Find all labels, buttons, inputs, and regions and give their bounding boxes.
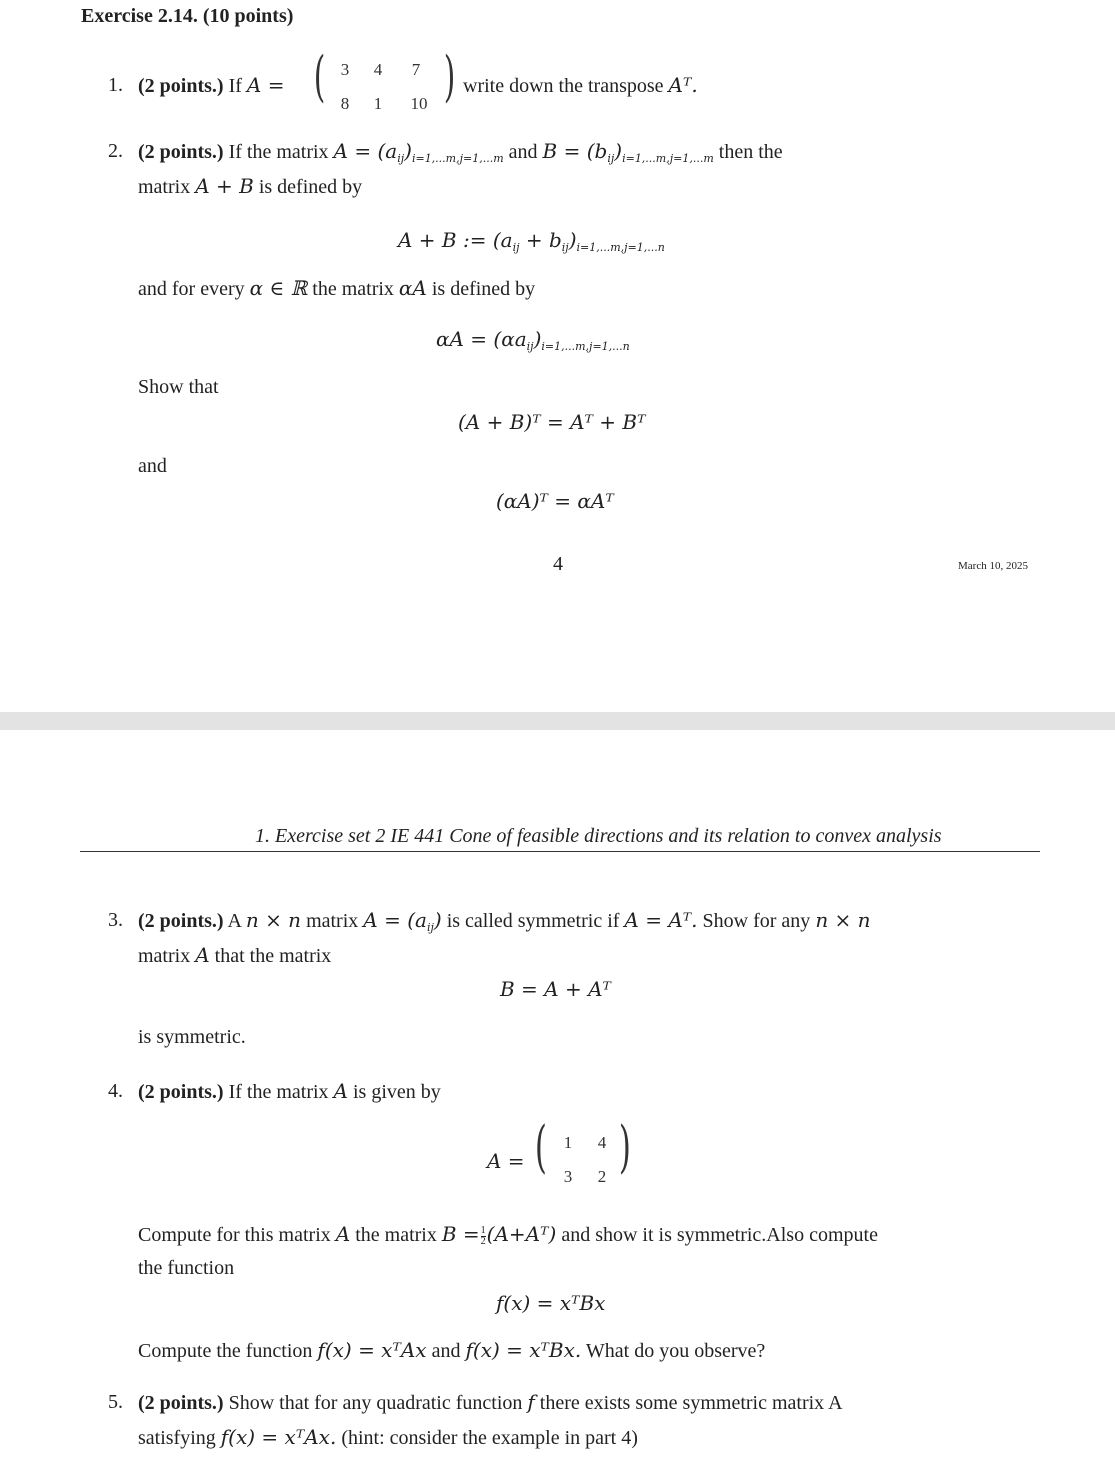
q1-matrix-cell: 8 — [340, 94, 350, 113]
page-date: March 10, 2025 — [958, 560, 1028, 572]
q2-line2: matrix A + B is defined by — [138, 174, 363, 198]
q2-equation-transpose-scalar: (αA)ᵀ = αAᵀ — [496, 489, 614, 513]
q2-equation-transpose-sum: (A + B)ᵀ = Aᵀ + Bᵀ — [458, 410, 646, 434]
q1-points: (2 points.) — [138, 75, 224, 97]
q1-matrix-cell: 3 — [340, 60, 350, 79]
q5-number: 5. — [108, 1391, 123, 1413]
q4-left-paren: ( — [534, 1115, 547, 1180]
q3-conclusion: is symmetric. — [138, 1026, 246, 1048]
q4-line4: Compute the function f(x) = xᵀAx and f(x) = xᵀBx. What do you observe? — [138, 1338, 766, 1362]
q2-equation-scalar: $\alpha A = (\alpha a_{ij})_{i=1,...m,j=1,...n}$ — [436, 327, 630, 353]
q4-matrix-cell: 2 — [597, 1167, 607, 1186]
q1-if: If — [228, 75, 242, 97]
q2-line1: (2 points.) If the matrix $A = (a_{ij})_{i=1,...m,j=1,...m}$ and $B = (b_{ij})_{i=1,...m,j=1,...m}$ then the — [138, 139, 783, 165]
q4-matrix-cell: 4 — [597, 1133, 607, 1152]
q4-line1: (2 points.) If the matrix A is given by — [138, 1079, 441, 1103]
q1-matrix — [330, 60, 440, 120]
q2-line3: and for every α ∈ ℝ the matrix αA is defined by — [138, 276, 536, 300]
q2-number: 2. — [108, 140, 123, 162]
q2-equation-sum: A + B := $(a_{ij} + b_{ij})_{i=1,...m,j=1,...n}$ — [398, 228, 665, 254]
q4-line2: Compute for this matrix A the matrix B = $\frac{1}{2}$ (A+Aᵀ) and show it is symmetric.Also compute — [138, 1222, 878, 1247]
q1-line — [138, 73, 284, 98]
q1-right-paren: ) — [443, 45, 456, 108]
q2-and: and — [138, 455, 167, 477]
q1-matrix-cell: 1 — [373, 94, 383, 113]
q1-left-paren: ( — [313, 45, 326, 108]
page-number: 4 — [553, 553, 563, 575]
q1-matrix-cell: 7 — [411, 60, 421, 79]
running-head: 1. Exercise set 2 IE 441 Cone of feasible directions and its relation to convex analysis — [255, 825, 942, 847]
q4-matrix-cell: 3 — [563, 1167, 573, 1186]
q3-line2: matrix A that the matrix — [138, 943, 332, 967]
q3-line1: (2 points.) A n × n matrix $A = (a_{ij})$ is called symmetric if A = Aᵀ. Show for any n × n — [138, 908, 871, 934]
q4-matrix — [552, 1133, 622, 1193]
q4-line3: the function — [138, 1257, 235, 1279]
exercise-heading: Exercise 2.14. (10 points) — [81, 5, 294, 27]
q4-equation: f(x) = xᵀBx — [496, 1291, 606, 1315]
q4-lhs: A = — [487, 1149, 525, 1173]
q4-right-paren: ) — [618, 1115, 631, 1180]
header-rule — [80, 851, 1040, 852]
q3-equation: B = A + Aᵀ — [500, 977, 611, 1001]
q3-number: 3. — [108, 909, 123, 931]
page-separator — [0, 712, 1115, 730]
q1-lhs: A = — [246, 73, 285, 97]
q1-matrix-cell: 10 — [410, 94, 428, 113]
q2-show-that: Show that — [138, 376, 219, 398]
q1-number: 1. — [108, 74, 123, 96]
q4-number: 4. — [108, 1080, 123, 1102]
q4-matrix-cell: 1 — [563, 1133, 573, 1152]
q5-line1: (2 points.) Show that for any quadratic function f there exists some symmetric matrix A — [138, 1390, 843, 1414]
q1-tail: write down the transpose Aᵀ. — [463, 73, 698, 97]
q5-line2: satisfying f(x) = xᵀAx. (hint: consider the example in part 4) — [138, 1425, 638, 1449]
q1-matrix-cell: 4 — [373, 60, 383, 79]
